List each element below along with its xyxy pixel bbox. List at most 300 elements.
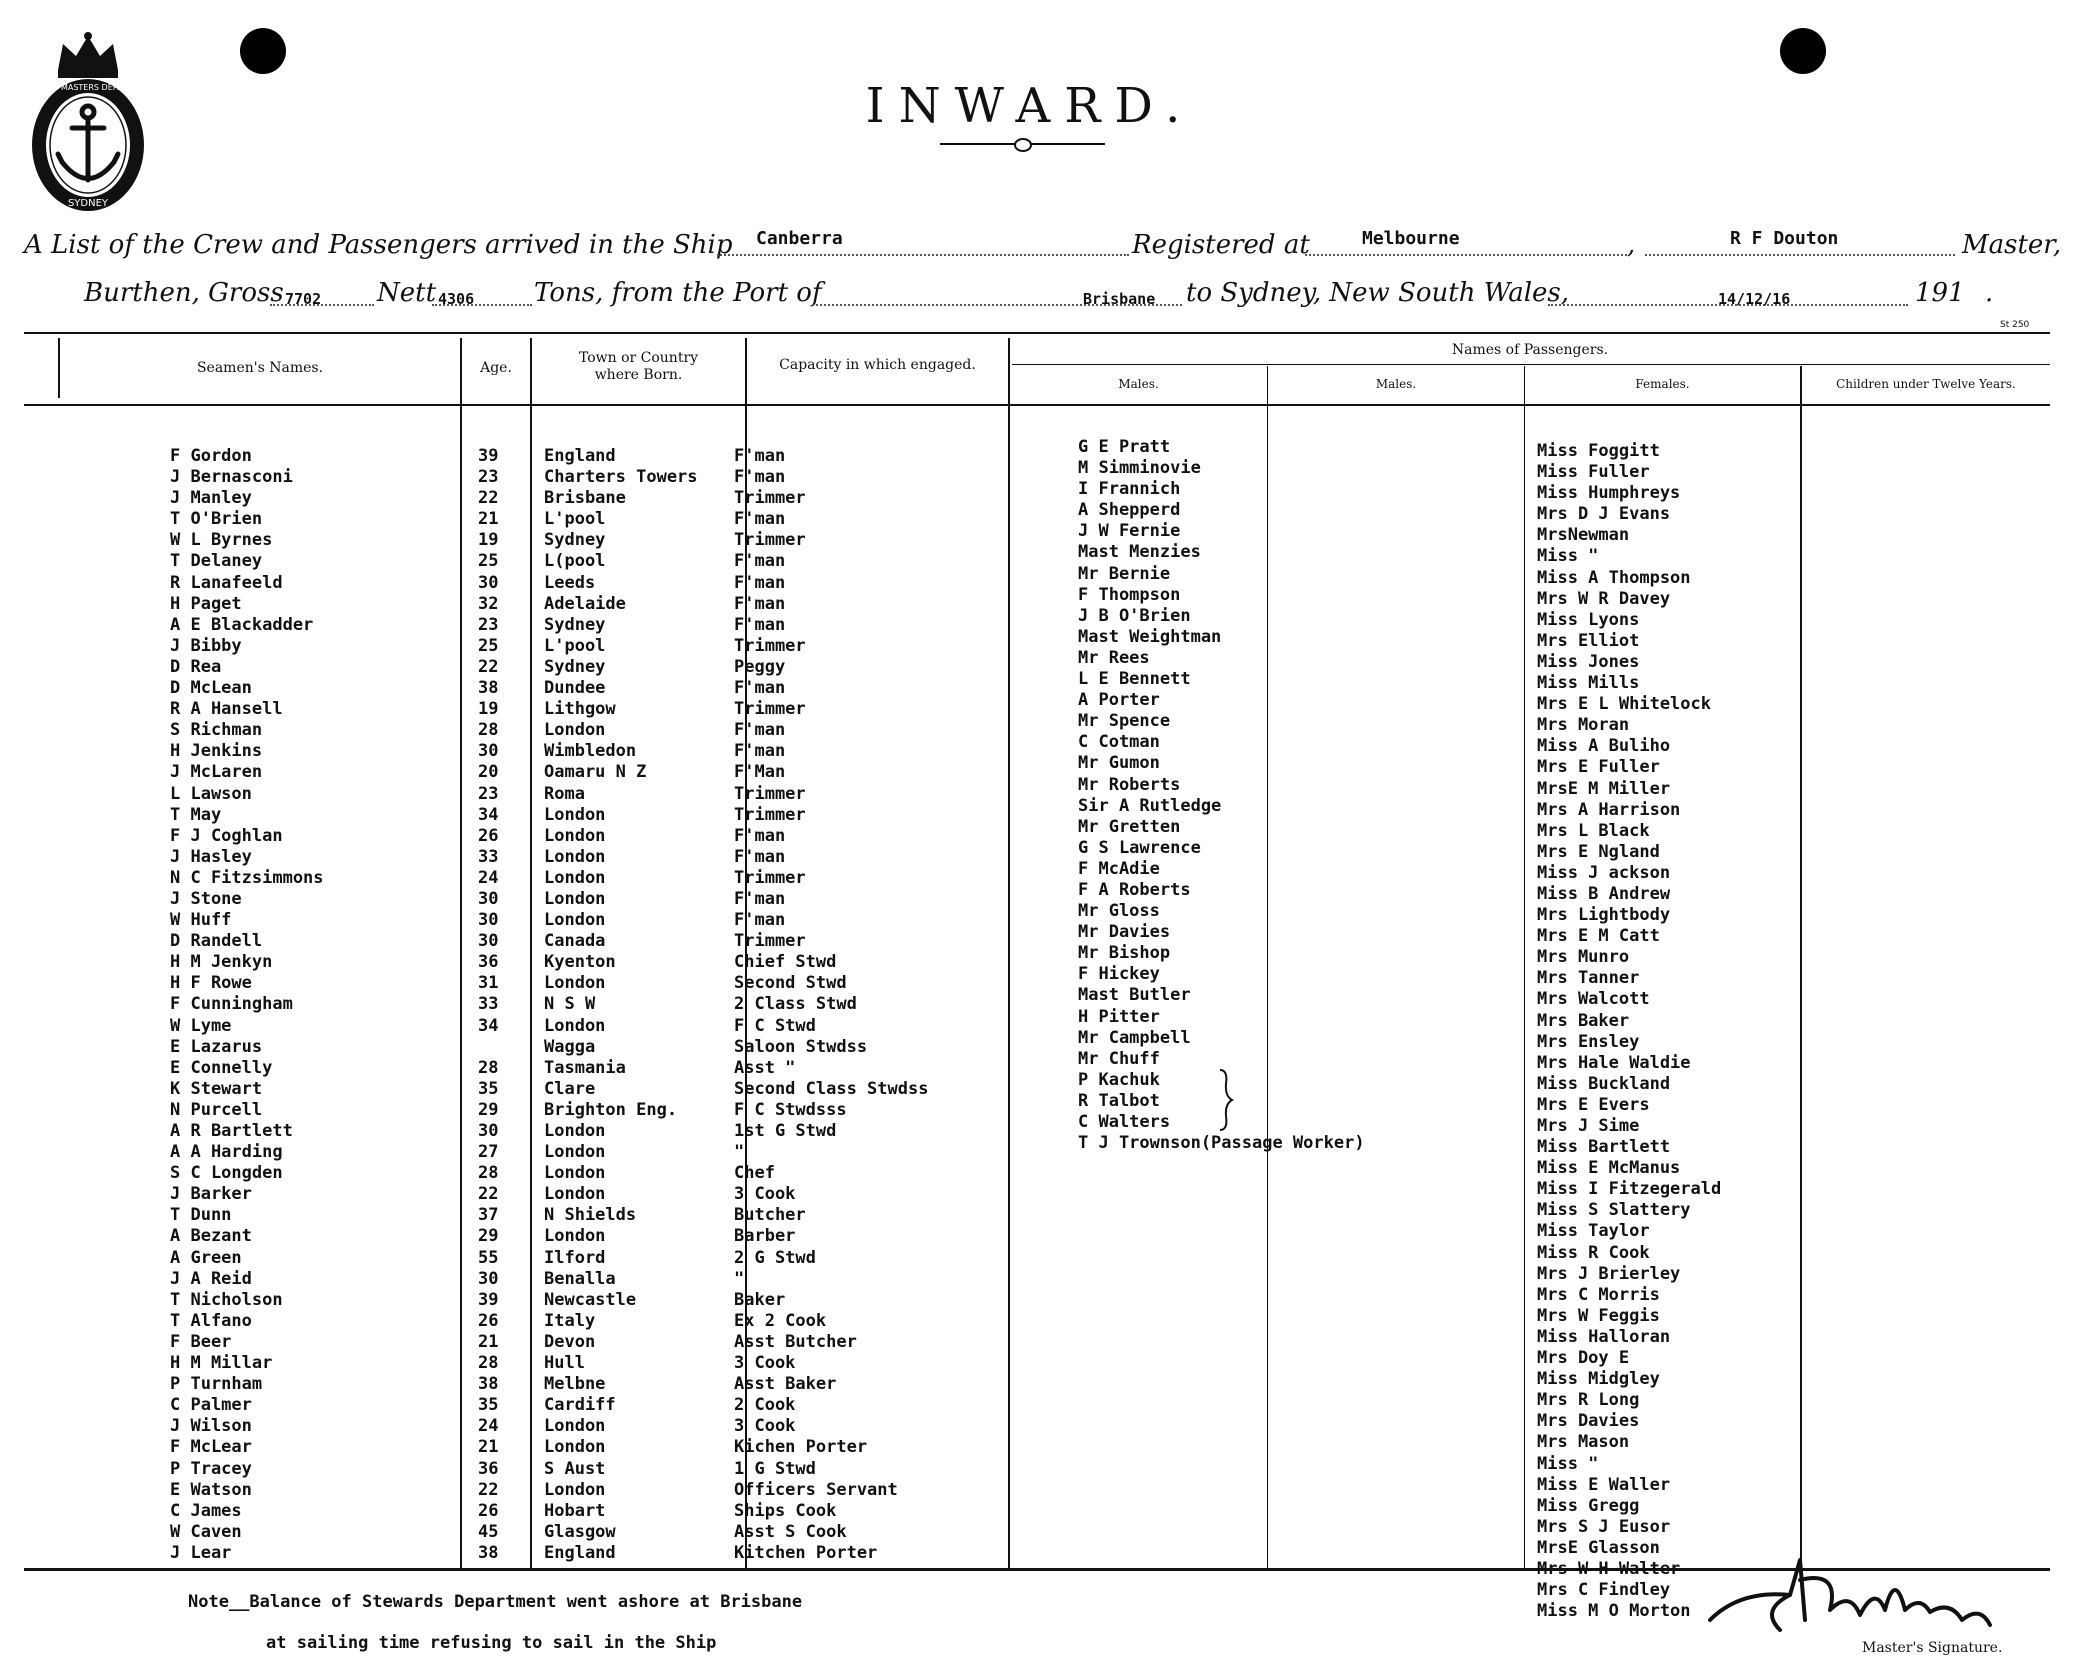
header-age: Age. — [480, 360, 512, 376]
crew-capacity: Officers Servant — [734, 1479, 898, 1500]
passenger-female: Mrs Lightbody — [1537, 905, 1671, 926]
passenger-males-column — [1078, 437, 1365, 1154]
crew-capacity: Trimmer — [734, 635, 806, 656]
crew-name: T Dunn — [170, 1205, 232, 1226]
crew-town: N S W — [544, 994, 596, 1015]
table-header-rule — [24, 404, 2050, 406]
crew-capacity: F'man — [734, 572, 786, 593]
col-divider-4 — [1008, 338, 1010, 1568]
passenger-male: H Pitter — [1078, 1006, 1160, 1027]
passenger-female: Mrs Doy E — [1537, 1348, 1630, 1369]
crew-town: Newcastle — [544, 1289, 637, 1310]
crew-age: 20 — [478, 762, 499, 783]
crew-age: 32 — [478, 593, 499, 614]
crew-capacity: Trimmer — [734, 804, 806, 825]
passenger-female: Miss Lyons — [1537, 609, 1640, 630]
col-divider-2 — [530, 338, 532, 1568]
crew-capacity: Asst " — [734, 1057, 796, 1078]
passenger-female: Miss J ackson — [1537, 862, 1671, 883]
seal-top-text: SHIPPING MASTERS DEPARTMENT — [20, 83, 156, 92]
crew-name: J Manley — [170, 488, 252, 509]
crew-name: H M Millar — [170, 1353, 273, 1374]
header-males: Males. — [1118, 377, 1159, 391]
registered-label: Registered at — [1132, 230, 1310, 260]
crew-name: A R Bartlett — [170, 1121, 293, 1141]
crew-age: 34 — [478, 804, 499, 825]
passenger-male: F A Roberts — [1078, 879, 1191, 900]
passenger-female: Miss A Thompson — [1537, 567, 1691, 588]
crew-town: London — [544, 1015, 606, 1036]
crew-town: L(pool — [544, 551, 606, 572]
crew-name: R Lanafeeld — [170, 572, 283, 593]
crew-capacity: 3 Cook — [734, 1416, 796, 1437]
crew-name: F Cunningham — [170, 994, 293, 1015]
crew-age: 25 — [478, 551, 499, 572]
crew-town: London — [544, 973, 606, 994]
crew-capacity: Second Class Stwdss — [734, 1078, 929, 1099]
crew-name: J Wilson — [170, 1416, 252, 1437]
crew-capacity: F'man — [734, 593, 786, 614]
crew-capacity: Ships Cook — [734, 1500, 837, 1521]
passenger-female: Miss M O Morton — [1537, 1601, 1691, 1622]
passenger-male: Mr Gloss — [1078, 901, 1160, 922]
crew-name: S Richman — [170, 720, 263, 741]
crew-town: London — [544, 846, 606, 867]
passenger-male: Mast Weightman — [1078, 626, 1222, 647]
crew-town: Glasgow — [544, 1521, 616, 1542]
passenger-female: Miss " — [1537, 1453, 1599, 1474]
crew-capacity-column — [734, 446, 928, 1564]
crew-name: H F Rowe — [170, 973, 252, 994]
tons-from-port-label: Tons, from the Port of — [534, 278, 822, 308]
passenger-female: Miss B Andrew — [1537, 883, 1671, 904]
form-code: St 250 — [2000, 320, 2030, 330]
crew-capacity: Asst Baker — [734, 1374, 837, 1395]
passenger-female: Mrs C Findley — [1537, 1580, 1671, 1601]
passenger-female: Mrs Moran — [1537, 715, 1630, 736]
header-children: Children under Twelve Years. — [1836, 377, 2016, 391]
year-prefix: 191 — [1915, 278, 1965, 308]
seal-bottom-text: SYDNEY — [67, 198, 109, 209]
header-females: Females. — [1635, 377, 1690, 391]
year-period: . — [1985, 278, 1994, 308]
crew-capacity: Trimmer — [734, 699, 806, 720]
crew-name: F Beer — [170, 1331, 232, 1352]
passenger-male: F McAdie — [1078, 858, 1160, 879]
crew-capacity: F'man — [734, 551, 786, 572]
crew-capacity: " — [734, 1268, 745, 1289]
passenger-male: Mr Campbell — [1078, 1027, 1191, 1048]
crew-capacity: F'man — [734, 509, 786, 530]
crew-name: A Bezant — [170, 1226, 252, 1247]
crew-town: London — [544, 888, 606, 909]
passenger-female: Mrs Mason — [1537, 1432, 1630, 1453]
crew-name: T Delaney — [170, 551, 263, 572]
crew-town: London — [544, 1121, 606, 1141]
passenger-male: J W Fernie — [1078, 521, 1181, 542]
passenger-male: Mr Bishop — [1078, 943, 1171, 964]
crew-age: 33 — [478, 846, 499, 867]
table-top-rule — [24, 332, 2050, 334]
header-town-line1: Town or Country — [578, 350, 699, 366]
crew-capacity: 3 Cook — [734, 1353, 796, 1374]
crew-town: Dundee — [544, 678, 606, 699]
crew-age: 25 — [478, 635, 499, 656]
crew-capacity: F'man — [734, 467, 786, 488]
passenger-female: Miss E Waller — [1537, 1474, 1671, 1495]
crew-town: Adelaide — [544, 593, 626, 614]
passenger-female: Mrs C Morris — [1537, 1284, 1660, 1305]
crew-age: 30 — [478, 910, 499, 931]
crew-age: 24 — [478, 867, 499, 888]
crew-age: 23 — [478, 614, 499, 635]
passenger-female: Miss Midgley — [1537, 1369, 1660, 1390]
passenger-male: C Cotman — [1078, 732, 1160, 753]
crew-town: Brighton Eng. — [544, 1099, 678, 1120]
crew-name: W Caven — [170, 1521, 242, 1542]
arrival-date: 14/12/16 — [1718, 290, 1791, 308]
crew-name: D Randell — [170, 931, 263, 952]
crew-age: 30 — [478, 888, 499, 909]
crew-town: Wagga — [544, 1036, 596, 1057]
passenger-female: Miss Foggitt — [1537, 441, 1660, 461]
crew-capacity: F C Stwdsss — [734, 1099, 847, 1120]
passenger-male: Mr Rees — [1078, 647, 1150, 668]
crew-age: 21 — [478, 1331, 499, 1352]
passenger-female: Mrs W H Walter — [1537, 1558, 1681, 1579]
crew-capacity: 2 Class Stwd — [734, 994, 857, 1015]
crew-ages-column — [478, 446, 498, 1564]
passenger-male: G S Lawrence — [1078, 837, 1201, 858]
crew-name: J Bibby — [170, 635, 242, 656]
crew-capacity: F'man — [734, 741, 786, 762]
registered-port: Melbourne — [1362, 228, 1460, 249]
crew-name: A E Blackadder — [170, 614, 314, 635]
passenger-female: Mrs Hale Waldie — [1537, 1052, 1691, 1073]
list-intro-label: A List of the Crew and Passengers arrived in the Ship — [24, 230, 733, 260]
crew-name: T May — [170, 804, 222, 825]
crew-name: J Hasley — [170, 846, 252, 867]
crew-town: London — [544, 1163, 606, 1184]
crew-name: T Nicholson — [170, 1289, 283, 1310]
crew-age: 38 — [478, 1374, 499, 1395]
passenger-male: Mr Bernie — [1078, 563, 1171, 584]
passenger-male: F Hickey — [1078, 964, 1160, 985]
passenger-male: M Simminovie — [1078, 458, 1201, 479]
crew-town: London — [544, 1479, 606, 1500]
crew-name: J Stone — [170, 888, 242, 909]
crew-town: Wimbledon — [544, 741, 637, 762]
crew-age: 29 — [478, 1099, 499, 1120]
crew-age: 36 — [478, 1458, 499, 1479]
crew-name: W Lyme — [170, 1015, 232, 1036]
from-port: Brisbane — [1083, 290, 1156, 308]
passenger-female: Mrs E M Catt — [1537, 926, 1660, 947]
page-title: INWARD. — [865, 78, 1195, 134]
crew-name: K Stewart — [170, 1078, 263, 1099]
passenger-male: T J Trownson(Passage Worker) — [1078, 1133, 1365, 1154]
crew-town: Hobart — [544, 1500, 606, 1521]
crew-name: J McLaren — [170, 762, 263, 783]
passenger-male: L E Bennett — [1078, 669, 1191, 690]
crew-age: 23 — [478, 467, 499, 488]
crew-age — [478, 1037, 498, 1058]
passenger-females-column — [1537, 441, 1721, 1622]
passenger-female: Mrs Munro — [1537, 947, 1630, 968]
crew-name: E Lazarus — [170, 1036, 263, 1057]
crew-name: A Green — [170, 1247, 242, 1268]
crew-town: Leeds — [544, 572, 596, 593]
crew-name: C James — [170, 1500, 242, 1521]
crew-capacity: Second Stwd — [734, 973, 847, 994]
passenger-female: Mrs R Long — [1537, 1390, 1640, 1411]
crew-age: 30 — [478, 572, 499, 593]
crew-age: 21 — [478, 1437, 499, 1458]
passenger-female: Miss Jones — [1537, 651, 1640, 672]
crew-capacity: F'man — [734, 720, 786, 741]
passenger-male: Sir A Rutledge — [1078, 795, 1222, 816]
comma: , — [1627, 230, 1636, 260]
crew-capacity: Barber — [734, 1226, 796, 1247]
crew-town: Kyenton — [544, 952, 616, 973]
crew-capacity: Trimmer — [734, 931, 806, 952]
crew-age: 26 — [478, 1500, 499, 1521]
crew-capacity: 2 Cook — [734, 1395, 796, 1416]
passenger-female: Mrs Tanner — [1537, 968, 1640, 989]
crew-town: L'pool — [544, 509, 606, 530]
passenger-male: Mr Chuff — [1078, 1048, 1160, 1069]
passenger-female: Mrs D J Evans — [1537, 504, 1671, 525]
col-divider-7 — [1800, 366, 1802, 1568]
crew-name: F J Coghlan — [170, 825, 283, 846]
master-field-line — [1645, 254, 1955, 256]
crew-town: London — [544, 867, 606, 888]
passenger-male: I Frannich — [1078, 479, 1181, 500]
crew-age: 19 — [478, 530, 499, 551]
crew-capacity: Saloon Stwdss — [734, 1036, 868, 1057]
crew-age: 22 — [478, 1184, 499, 1205]
crew-name: T Alfano — [170, 1310, 252, 1331]
passenger-female: Miss E McManus — [1537, 1158, 1681, 1179]
crew-age: 19 — [478, 699, 499, 720]
passenger-female: Miss S Slattery — [1537, 1200, 1691, 1221]
gross-tons: 7702 — [285, 290, 322, 308]
passenger-female: Mrs J Brierley — [1537, 1263, 1681, 1284]
crew-capacity: 1st G Stwd — [734, 1121, 837, 1141]
crew-capacity: F'man — [734, 678, 786, 699]
crew-capacity: Ex 2 Cook — [734, 1310, 827, 1331]
passenger-female: Mrs W Feggis — [1537, 1305, 1660, 1326]
crew-capacity: F'man — [734, 825, 786, 846]
crew-age: 22 — [478, 656, 499, 677]
to-sydney-label: to Sydney, New South Wales, — [1186, 278, 1570, 308]
punch-hole-left — [240, 28, 286, 74]
crew-age: 26 — [478, 825, 499, 846]
passenger-female: MrsNewman — [1537, 525, 1630, 546]
crew-capacity: Trimmer — [734, 783, 806, 804]
crew-age: 31 — [478, 973, 499, 994]
crew-town: N Shields — [544, 1205, 637, 1226]
ship-field-line — [717, 254, 1129, 256]
passenger-female: Miss Gregg — [1537, 1495, 1640, 1516]
crew-age: 28 — [478, 1353, 499, 1374]
crew-name: L Lawson — [170, 783, 252, 804]
passenger-female: Mrs Ensley — [1537, 1031, 1640, 1052]
crew-capacity: F'man — [734, 910, 786, 931]
passenger-male: G E Pratt — [1078, 437, 1171, 457]
crew-town: London — [544, 825, 606, 846]
header-seamen-names: Seamen's Names. — [196, 360, 324, 376]
crew-name: F Gordon — [170, 446, 252, 466]
crew-name: D Rea — [170, 656, 222, 677]
master-signature — [1700, 1550, 2000, 1640]
passenger-female: Miss Buckland — [1537, 1073, 1671, 1094]
passenger-male: F Thompson — [1078, 584, 1181, 605]
master-label: Master, — [1962, 230, 2062, 260]
crew-capacity: F'man — [734, 614, 786, 635]
crew-name: P Turnham — [170, 1374, 263, 1395]
crew-age: 55 — [478, 1247, 499, 1268]
crew-name: E Connelly — [170, 1057, 273, 1078]
crew-age: 30 — [478, 1268, 499, 1289]
crew-town: S Aust — [544, 1458, 606, 1479]
passenger-male: Mr Roberts — [1078, 774, 1181, 795]
crew-name: H Paget — [170, 593, 242, 614]
crew-age: 28 — [478, 720, 499, 741]
crew-capacity: F C Stwd — [734, 1015, 816, 1036]
crew-town: Sydney — [544, 614, 606, 635]
crew-town: London — [544, 1226, 606, 1247]
crew-capacity: F'man — [734, 888, 786, 909]
header-males-2: Males. — [1375, 377, 1417, 391]
footer-note-line1: Note__Balance of Stewards Department went ashore at Brisbane — [188, 1592, 803, 1612]
crew-town: Charters Towers — [544, 467, 698, 488]
passenger-female: Miss A Buliho — [1537, 736, 1671, 757]
passenger-female: Miss Taylor — [1537, 1221, 1650, 1242]
col-divider-6 — [1524, 366, 1525, 1568]
crew-town: Devon — [544, 1331, 596, 1352]
passenger-female: Mrs S J Eusor — [1537, 1516, 1671, 1537]
passenger-male: A Porter — [1078, 690, 1160, 711]
crew-age: 22 — [478, 488, 499, 509]
crew-name: J Bernasconi — [170, 467, 293, 488]
passenger-male: J B O'Brien — [1078, 605, 1191, 626]
crew-capacity: F'man — [734, 446, 786, 466]
crew-capacity: Trimmer — [734, 530, 806, 551]
crew-names-column — [170, 446, 324, 1564]
crew-age: 39 — [478, 446, 499, 466]
crew-capacity: F'man — [734, 846, 786, 867]
crew-capacity: Kichen Porter — [734, 1437, 868, 1458]
crew-town: Clare — [544, 1078, 596, 1099]
crew-capacity: Peggy — [734, 656, 786, 677]
crew-towns-column — [544, 446, 698, 1564]
crew-town: London — [544, 1437, 606, 1458]
passenger-male: Mr Spence — [1078, 711, 1171, 732]
passenger-female: Mrs Baker — [1537, 1010, 1630, 1031]
punch-hole-right — [1780, 28, 1826, 74]
passenger-female: Mrs Elliot — [1537, 630, 1640, 651]
crown-icon — [58, 36, 118, 70]
crew-capacity: " — [734, 1142, 745, 1163]
passenger-female: Mrs J Sime — [1537, 1116, 1640, 1136]
crew-town: England — [544, 1542, 616, 1563]
passenger-male: P Kachuk — [1078, 1069, 1160, 1090]
passenger-male: Mr Davies — [1078, 922, 1171, 943]
passenger-male: Mr Gumon — [1078, 753, 1160, 774]
crew-town: Cardiff — [544, 1395, 616, 1416]
crew-capacity: 1 G Stwd — [734, 1458, 816, 1479]
passenger-male: C Walters — [1078, 1112, 1171, 1132]
crew-name: E Watson — [170, 1479, 252, 1500]
crew-town: London — [544, 1142, 606, 1163]
crew-age: 35 — [478, 1078, 499, 1099]
crew-town: Canada — [544, 931, 606, 952]
passenger-female: Mrs E L Whitelock — [1537, 694, 1711, 715]
passenger-female: Mrs E Evers — [1537, 1094, 1650, 1115]
ship-name: Canberra — [756, 228, 843, 249]
crew-town: London — [544, 1416, 606, 1437]
crew-age: 38 — [478, 678, 499, 699]
crew-capacity: Trimmer — [734, 488, 806, 509]
master-signature-label: Master's Signature. — [1862, 1640, 2003, 1656]
passenger-female: Mrs Davies — [1537, 1411, 1640, 1432]
crew-name: A A Harding — [170, 1142, 283, 1163]
crew-capacity: Asst Butcher — [734, 1331, 857, 1352]
passenger-female: Miss R Cook — [1537, 1242, 1650, 1263]
crew-capacity: Butcher — [734, 1205, 806, 1226]
passenger-female: Mrs W R Davey — [1537, 588, 1671, 609]
crew-name: N C Fitzsimmons — [170, 867, 324, 888]
crew-age: 28 — [478, 1163, 499, 1184]
header-names-of-passengers: Names of Passengers. — [1451, 342, 1609, 358]
crew-age: 26 — [478, 1310, 499, 1331]
crew-name: P Tracey — [170, 1458, 252, 1479]
crew-name: H Jenkins — [170, 741, 263, 762]
passenger-female: Miss " — [1537, 546, 1599, 567]
header-capacity: Capacity in which engaged. — [779, 357, 976, 373]
bracket-brace-icon — [1218, 1070, 1234, 1130]
crew-town: Sydney — [544, 656, 606, 677]
crew-name: C Palmer — [170, 1395, 252, 1416]
passenger-female: MrsE M Miller — [1537, 778, 1671, 799]
crew-capacity: 2 G Stwd — [734, 1247, 816, 1268]
crew-name: J Barker — [170, 1184, 252, 1205]
crew-town: London — [544, 804, 606, 825]
passenger-male: R Talbot — [1078, 1090, 1160, 1111]
crew-name: R A Hansell — [170, 699, 283, 720]
crew-age: 23 — [478, 783, 499, 804]
crew-capacity: F'Man — [734, 762, 786, 783]
shipping-masters-seal — [20, 30, 156, 215]
crew-town: Melbne — [544, 1374, 606, 1395]
crew-name: N Purcell — [170, 1099, 263, 1120]
crew-age: 33 — [478, 994, 499, 1015]
nett-label: Nett — [377, 278, 437, 308]
crew-capacity: Chef — [734, 1163, 775, 1184]
crew-town: London — [544, 910, 606, 931]
crew-age: 27 — [478, 1142, 499, 1163]
registered-field-line — [1305, 254, 1627, 256]
crew-age: 24 — [478, 1416, 499, 1437]
footer-note-line2: at sailing time refusing to sail in the Ship — [266, 1633, 717, 1653]
crew-town: Lithgow — [544, 699, 616, 720]
crew-name: F McLear — [170, 1437, 252, 1458]
crew-age: 35 — [478, 1395, 499, 1416]
crew-town: Oamaru N Z — [544, 762, 647, 783]
passenger-female: Miss I Fitzegerald — [1537, 1179, 1722, 1200]
crew-town: London — [544, 720, 606, 741]
